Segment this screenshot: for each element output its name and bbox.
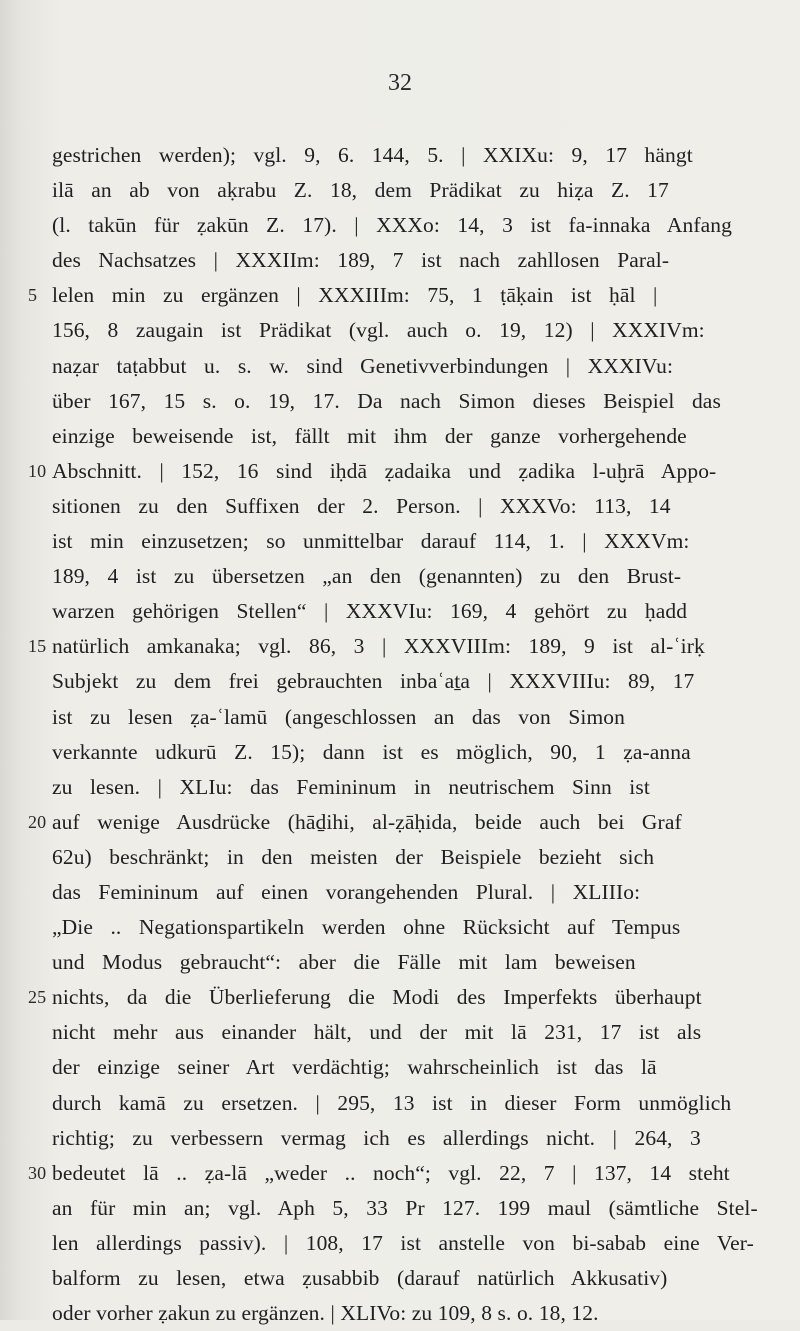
- line-text: Subjekt zu dem frei gebrauchten inbaʿaṯa | XXXVIIIu: 89, 17: [52, 669, 695, 694]
- text-line: [52, 313, 772, 348]
- text-line: [52, 700, 772, 735]
- text-line: [28, 1156, 772, 1191]
- line-text: der einzige seiner Art verdächtig; wahrscheinlich ist das lā: [52, 1055, 657, 1080]
- line-text: durch kamā zu ersetzen. | 295, 13 ist in dieser Form unmöglich: [52, 1090, 732, 1115]
- text-line: [28, 629, 772, 664]
- text-line: [52, 489, 772, 524]
- line-text: über 167, 15 s. o. 19, 17. Da nach Simon dieses Beispiel das: [52, 388, 721, 413]
- line-text: (l. takūn für ẓakūn Z. 17). | XXXo: 14, 3 ist fa-innaka Anfang: [52, 213, 732, 238]
- text-line: [52, 419, 772, 454]
- text-block: [28, 138, 772, 1331]
- line-number: 30: [28, 1162, 47, 1183]
- line-text: das Femininum auf einen vorangehenden Plural. | XLIIIo:: [52, 879, 641, 904]
- line-text: nicht mehr aus einander hält, und der mit lā 231, 17 ist als: [52, 1020, 702, 1045]
- line-text: an für min an; vgl. Aph 5, 33 Pr 127. 199 maul (sämtliche Stel-: [52, 1195, 758, 1220]
- line-text: oder vorher ẓakun zu ergänzen. | XLIVo: zu 109, 8 s. o. 18, 12.: [52, 1301, 599, 1326]
- line-text: natürlich amkanaka; vgl. 86, 3 | XXXVIIIm: 189, 9 ist al-ʿirḳ: [52, 634, 705, 659]
- line-text: 189, 4 ist zu übersetzen „an den (genannten) zu den Brust-: [52, 564, 682, 589]
- line-text: lelen min zu ergänzen | XXXIIIm: 75, 1 ṭāḳain ist ḥāl |: [52, 283, 658, 308]
- text-line: [52, 138, 772, 173]
- line-text: ilā an ab von aḳrabu Z. 18, dem Prädikat zu hiẓa Z. 17: [52, 178, 669, 203]
- text-line: [52, 770, 772, 805]
- text-line: [52, 1086, 772, 1121]
- text-line: [52, 1015, 772, 1050]
- line-text: richtig; zu verbessern vermag ich es allerdings nicht. | 264, 3: [52, 1125, 701, 1150]
- line-text: bedeutet lā .. ẓa-lā „weder .. noch“; vgl. 22, 7 | 137, 14 steht: [52, 1160, 730, 1185]
- text-line: [52, 875, 772, 910]
- text-line: [52, 1121, 772, 1156]
- line-text: und Modus gebraucht“: aber die Fälle mit lam beweisen: [52, 950, 636, 975]
- text-line: [52, 243, 772, 278]
- line-text: nichts, da die Überlieferung die Modi des Imperfekts überhaupt: [52, 985, 702, 1010]
- text-line: [52, 559, 772, 594]
- text-line: [52, 1261, 772, 1296]
- line-number: 25: [28, 987, 47, 1008]
- line-number: 10: [28, 460, 47, 481]
- text-line: [52, 594, 772, 629]
- line-text: warzen gehörigen Stellen“ | XXXVIu: 169, 4 gehört zu ḥadd: [52, 599, 688, 624]
- page-number: 32: [388, 70, 412, 96]
- text-line: [52, 1296, 772, 1331]
- line-number: 20: [28, 811, 47, 832]
- line-text: „Die .. Negationspartikeln werden ohne Rücksicht auf Tempus: [52, 915, 681, 940]
- text-line: [28, 980, 772, 1015]
- line-text: verkannte udkurū Z. 15); dann ist es möglich, 90, 1 ẓa-anna: [52, 739, 691, 764]
- line-text: gestrichen werden); vgl. 9, 6. 144, 5. | XXIXu: 9, 17 hängt: [52, 143, 693, 167]
- line-text: sitionen zu den Suffixen der 2. Person. | XXXVo: 113, 14: [52, 493, 671, 518]
- line-text: zu lesen. | XLIu: das Femininum in neutrischem Sinn ist: [52, 774, 650, 799]
- text-line: [52, 349, 772, 384]
- line-text: auf wenige Ausdrücke (hāḏihi, al-ẓāḥida, beide auch bei Graf: [52, 809, 682, 834]
- line-number: 15: [28, 636, 47, 657]
- text-line: [52, 1226, 772, 1261]
- line-text: 62u) beschränkt; in den meisten der Beispiele bezieht sich: [52, 844, 655, 869]
- text-line: [52, 664, 772, 699]
- line-text: balform zu lesen, etwa ẓusabbib (darauf natürlich Akkusativ): [52, 1266, 668, 1290]
- text-line: [52, 384, 772, 419]
- text-line: [52, 524, 772, 559]
- text-line: [52, 840, 772, 875]
- line-text: ist min einzusetzen; so unmittelbar darauf 114, 1. | XXXVm:: [52, 529, 690, 554]
- text-line: [28, 278, 772, 313]
- text-line: [28, 805, 772, 840]
- line-text: des Nachsatzes | XXXIIm: 189, 7 ist nach zahllosen Paral-: [52, 248, 670, 273]
- text-line: [52, 1191, 772, 1226]
- line-number: 5: [28, 285, 38, 306]
- text-line: [52, 945, 772, 980]
- line-text: 156, 8 zaugain ist Prädikat (vgl. auch o. 19, 12) | XXXIVm:: [52, 318, 705, 343]
- line-text: len allerdings passiv). | 108, 17 ist anstelle von bi-sabab eine Ver-: [52, 1230, 754, 1255]
- text-line: [52, 1050, 772, 1085]
- text-line: [52, 208, 772, 243]
- text-line: [52, 173, 772, 208]
- line-text: Abschnitt. | 152, 16 sind iḥdā ẓadaika und ẓadika l-uḫrā Appo-: [52, 458, 717, 483]
- text-line: [52, 735, 772, 770]
- line-text: ist zu lesen ẓa-ʿlamū (angeschlossen an das von Simon: [52, 704, 625, 729]
- text-line: [52, 910, 772, 945]
- text-line: [28, 454, 772, 489]
- line-text: naẓar taṭabbut u. s. w. sind Genetivverbindungen | XXXIVu:: [52, 353, 674, 378]
- line-text: einzige beweisende ist, fällt mit ihm der ganze vorhergehende: [52, 423, 687, 448]
